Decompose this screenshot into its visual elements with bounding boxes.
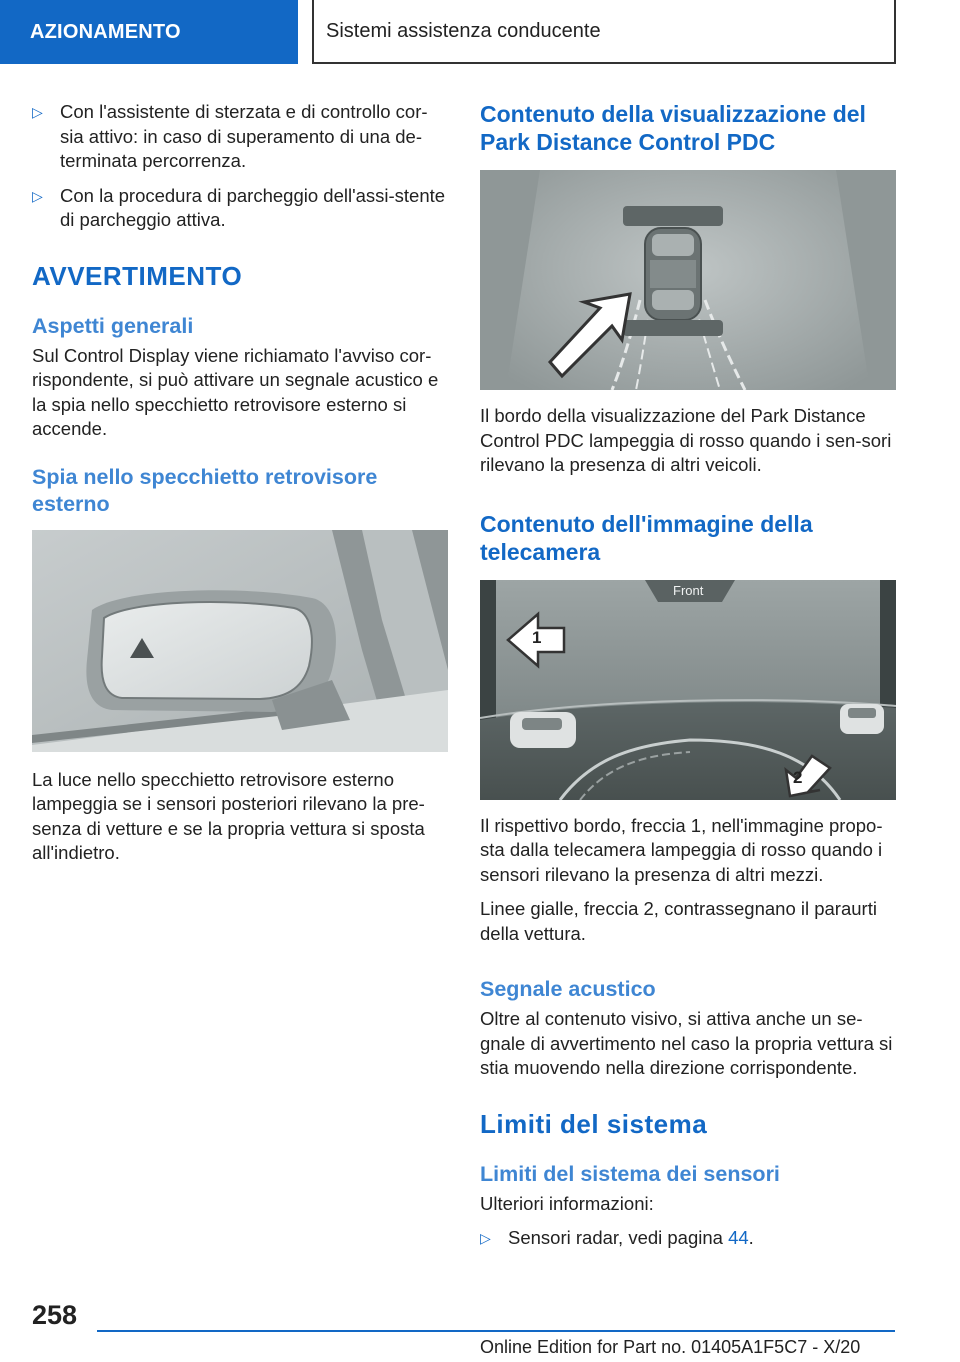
page-number: 258 bbox=[32, 1300, 78, 1330]
bullet-triangle-icon: ▷ bbox=[32, 104, 43, 120]
camera-illustration bbox=[480, 580, 896, 800]
list-item: ▷ Sensori radar, vedi pagina 44. bbox=[480, 1226, 896, 1251]
left-column bbox=[32, 100, 448, 866]
right-column bbox=[480, 100, 896, 1261]
pdc-illustration bbox=[480, 170, 896, 390]
limits-heading: Limiti del sistema bbox=[480, 1108, 708, 1139]
general-text: Sul Control Display viene richiamato l'avviso cor-rispondente, si può attivare un segnale acustico e la spia nello specchietto retrovisore esterno si accende. bbox=[32, 344, 439, 439]
mirror-illustration bbox=[32, 530, 448, 752]
list-item: ▷ Con la procedura di parcheggio dell'assi-stente di parcheggio attiva. bbox=[32, 184, 448, 233]
camera-front-label: Front bbox=[673, 582, 704, 598]
pdc-heading: Contenuto della visualizzazione del Park Distance Control PDC bbox=[480, 101, 866, 155]
pdc-image bbox=[480, 170, 896, 390]
chapter-tab[interactable]: Sistemi assistenza conducente bbox=[312, 0, 896, 64]
section-tab[interactable]: AZIONAMENTO bbox=[0, 0, 298, 64]
footer-divider bbox=[97, 1330, 895, 1332]
mirror-caption: La luce nello specchietto retrovisore esterno lampeggia se i sensori posteriori rilevano la pre-senza di vetture e se la propria vettura si sposta all'indietro. bbox=[32, 768, 425, 863]
radar-sensor-text: Sensori radar, vedi pagina bbox=[508, 1227, 723, 1248]
camera-image bbox=[480, 580, 896, 800]
sensor-limits-heading: Limiti del sistema dei sensori bbox=[480, 1161, 780, 1186]
bullet-triangle-icon: ▷ bbox=[32, 187, 43, 204]
general-heading: Aspetti generali bbox=[32, 313, 194, 338]
acoustic-heading: Segnale acustico bbox=[480, 977, 656, 1001]
camera-caption-2: Linee gialle, freccia 2, contrassegnano il paraurti della vettura. bbox=[480, 898, 877, 944]
footer-edition: Online Edition for Part no. 01405A1F5C7 - X/20 bbox=[480, 1337, 861, 1357]
page-header bbox=[0, 0, 960, 66]
acoustic-text: Oltre al contenuto visivo, si attiva anche un se-gnale di avvertimento nel caso la propria vettura si stia muovendo nella direzione corrispondente. bbox=[480, 1008, 893, 1078]
list-item: ▷ Con l'assistente di sterzata e di controllo cor-sia attivo: in caso di superamento di una de-terminata percorrenza. bbox=[32, 100, 448, 174]
camera-caption-1: Il rispettivo bordo, freccia 1, nell'immagine propo-sta dalla telecamera lampeggia di rosso quando i sensori rilevano la presenza di altri mezzi. bbox=[480, 814, 883, 885]
arrow-2-label: 2 bbox=[793, 767, 803, 787]
mirror-image bbox=[32, 530, 448, 752]
mirror-heading: Spia nello specchietto retrovisore esterno bbox=[32, 464, 378, 516]
pdc-caption: Il bordo della visualizzazione del Park Distance Control PDC lampeggia di rosso quando i sen-sori rilevano la presenza di altri veicoli. bbox=[480, 405, 892, 475]
more-info-text: Ulteriori informazioni: bbox=[480, 1192, 654, 1214]
page-link-44[interactable]: 44 bbox=[728, 1227, 749, 1248]
bullet-triangle-icon: ▷ bbox=[480, 1230, 491, 1246]
camera-heading: Contenuto dell'immagine della telecamera bbox=[480, 510, 813, 565]
arrow-1-label: 1 bbox=[532, 627, 542, 647]
warning-heading: AVVERTIMENTO bbox=[32, 260, 243, 291]
